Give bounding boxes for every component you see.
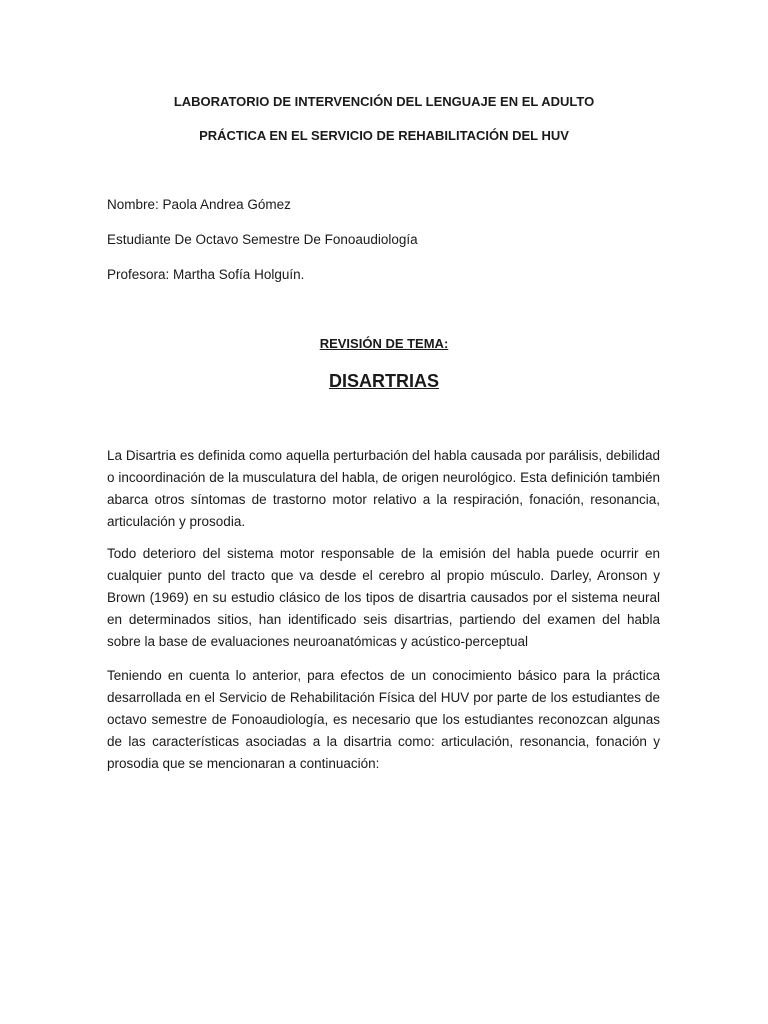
student-semester: Estudiante De Octavo Semestre De Fonoaudiología bbox=[107, 232, 418, 247]
practice-title: PRÁCTICA EN EL SERVICIO DE REHABILITACIÓN DEL HUV bbox=[199, 128, 569, 143]
review-label: REVISIÓN DE TEMA: bbox=[319, 336, 449, 351]
student-name: Nombre: Paola Andrea Gómez bbox=[107, 197, 291, 212]
professor-name: Profesora: Martha Sofía Holguín. bbox=[107, 267, 305, 282]
document-title: DISARTRIAS bbox=[328, 371, 439, 391]
paragraph: Teniendo en cuenta lo anterior, para efectos de un conocimiento básico para la práctica desarrollada en el Servicio de Rehabilitación Física del HUV por parte de los estudiantes de octavo semestre de Fonoaudiología, es necesario que los estudiantes reconozcan algunas de las características asociadas a la disartria como: articulación, resonancia, fonación y prosodia que se mencionaran a continuación: bbox=[107, 668, 660, 771]
paragraph: La Disartria es definida como aquella perturbación del habla causada por parálisis, debilidad o incoordinación de la musculatura del habla, de origen neurológico. Esta definición también abarca otros síntomas de trastorno motor relativo a la respiración, fonación, resonancia, articulación y prosodia. bbox=[107, 448, 660, 529]
paragraph: Todo deterioro del sistema motor responsable de la emisión del habla puede ocurrir en cualquier punto del tracto que va desde el cerebro al propio músculo. Darley, Aronson y Brown (1969) en su estudio clásico de los tipos de disartria causados por el sistema neural en determinados sitios, han identificado seis disartrias, partiendo del examen del habla sobre la base de evaluaciones neuroanatómicas y acústico-perceptual bbox=[107, 546, 660, 649]
course-title: LABORATORIO DE INTERVENCIÓN DEL LENGUAJE EN EL ADULTO bbox=[173, 94, 595, 109]
